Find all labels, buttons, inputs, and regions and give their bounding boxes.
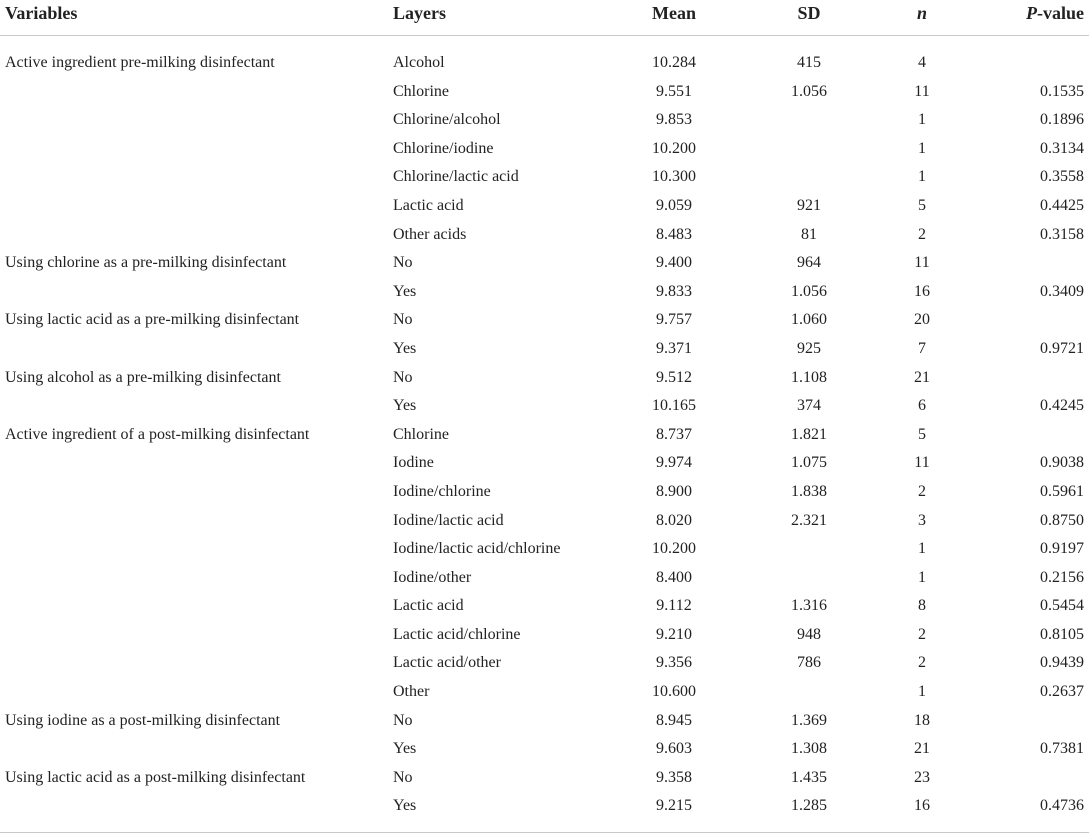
table-row: [0, 106, 1089, 135]
cell-p-value: 0.8105: [1040, 625, 1084, 643]
cell-sd: 786: [797, 654, 821, 672]
cell-layer: Yes: [393, 797, 417, 815]
cell-n: 6: [918, 397, 926, 415]
cell-mean: 9.210: [656, 625, 692, 643]
cell-sd: 1.308: [791, 740, 827, 758]
cell-p-value: 0.5454: [1040, 597, 1084, 615]
cell-p-value: 0.3409: [1040, 282, 1084, 300]
cell-layer: Chlorine/lactic acid: [393, 168, 519, 186]
table-row: [0, 792, 1089, 821]
cell-layer: Iodine/lactic acid: [393, 511, 504, 529]
cell-p-value: 0.9038: [1040, 454, 1084, 472]
cell-p-value: 0.4425: [1040, 196, 1084, 214]
cell-n: 4: [918, 54, 926, 71]
cell-n: 18: [914, 711, 930, 729]
cell-layer: Iodine: [393, 454, 434, 472]
cell-n: 2: [918, 625, 926, 643]
cell-layer: No: [393, 768, 413, 786]
cell-mean: 9.112: [656, 597, 692, 615]
cell-sd: 921: [797, 196, 821, 214]
cell-n: 2: [918, 654, 926, 672]
cell-layer: Chlorine: [393, 425, 449, 443]
cell-variable: Using lactic acid as a pre-milking disinfectant: [5, 311, 300, 329]
cell-p-value: 0.1896: [1040, 111, 1084, 129]
table-row: [0, 507, 1089, 536]
cell-layer: Lactic acid/other: [393, 654, 501, 672]
cell-layer: Lactic acid: [393, 196, 464, 214]
table-row: [0, 278, 1089, 307]
cell-n: 5: [918, 196, 926, 214]
cell-n: 2: [918, 225, 926, 243]
cell-layer: No: [393, 254, 413, 272]
cell-layer: Lactic acid/chlorine: [393, 625, 521, 643]
cell-p-value: 0.4736: [1040, 797, 1084, 815]
cell-n: 1: [918, 568, 926, 586]
cell-sd: 1.056: [791, 82, 827, 100]
table-row: [0, 564, 1089, 593]
table-row: [0, 449, 1089, 478]
cell-n: 20: [914, 311, 930, 329]
cell-layer: Iodine/chlorine: [393, 482, 491, 500]
cell-sd: 81: [801, 225, 817, 243]
cell-p-value: 0.9197: [1040, 540, 1084, 558]
table-row: [0, 78, 1089, 107]
cell-n: 16: [914, 282, 930, 300]
cell-mean: 9.974: [656, 454, 692, 472]
table-row: [0, 135, 1089, 164]
cell-mean: 9.356: [656, 654, 692, 672]
table-row: [0, 249, 1089, 278]
cell-mean: 8.483: [656, 225, 692, 243]
cell-mean: 9.059: [656, 196, 692, 214]
table-row: [0, 192, 1089, 221]
cell-mean: 9.833: [656, 282, 692, 300]
table-row: [0, 364, 1089, 393]
cell-mean: 10.200: [652, 139, 696, 157]
cell-mean: 9.551: [656, 82, 692, 100]
cell-sd: 1.369: [791, 711, 827, 729]
cell-mean: 9.603: [656, 740, 692, 758]
cell-layer: Iodine/lactic acid/chlorine: [393, 540, 561, 558]
table-row: [0, 421, 1089, 450]
cell-sd: 1.285: [791, 797, 827, 815]
cell-variable: Using lactic acid as a post-milking disinfectant: [5, 768, 306, 786]
header-n: n: [916, 3, 927, 23]
table-row: [0, 478, 1089, 507]
cell-layer: Chlorine/iodine: [393, 139, 494, 157]
cell-p-value: 0.9721: [1040, 339, 1084, 357]
cell-n: 23: [914, 768, 930, 786]
table-row: [0, 592, 1089, 621]
cell-mean: 8.400: [656, 568, 692, 586]
cell-layer: Yes: [393, 740, 417, 758]
cell-n: 16: [914, 797, 930, 815]
cell-mean: 9.358: [656, 768, 692, 786]
cell-n: 1: [918, 111, 926, 129]
cell-n: 1: [918, 540, 926, 558]
cell-sd: 415: [797, 54, 821, 71]
cell-mean: 8.737: [656, 425, 692, 443]
cell-p-value: 0.3158: [1040, 225, 1084, 243]
header-p-value-rest: -value: [1037, 3, 1084, 23]
header-p-value-italic: P: [1026, 3, 1037, 23]
cell-layer: Yes: [393, 282, 417, 300]
cell-mean: 10.300: [652, 168, 696, 186]
cell-n: 3: [918, 511, 926, 529]
cell-mean: 9.512: [656, 368, 692, 386]
cell-mean: 10.165: [652, 397, 696, 415]
cell-n: 11: [914, 454, 930, 472]
header-sd: SD: [797, 3, 821, 23]
cell-mean: 10.200: [652, 540, 696, 558]
cell-p-value: 0.3558: [1040, 168, 1084, 186]
cell-variable: Using iodine as a post-milking disinfectant: [5, 711, 281, 729]
cell-n: 11: [914, 82, 930, 100]
cell-layer: Yes: [393, 339, 417, 357]
cell-mean: 8.020: [656, 511, 692, 529]
cell-n: 1: [918, 168, 926, 186]
cell-n: 8: [918, 597, 926, 615]
cell-layer: Other: [393, 683, 430, 701]
cell-p-value: 0.7381: [1040, 740, 1084, 758]
cell-n: 5: [918, 425, 926, 443]
cell-variable: Active ingredient pre-milking disinfectant: [5, 54, 275, 71]
cell-mean: 8.900: [656, 482, 692, 500]
header-mean: Mean: [652, 3, 696, 23]
cell-mean: 10.284: [652, 54, 696, 71]
cell-sd: 964: [797, 254, 821, 272]
cell-p-value: 0.5961: [1040, 482, 1084, 500]
cell-mean: 9.371: [656, 339, 692, 357]
header-p-value: [974, 0, 1084, 26]
cell-layer: No: [393, 711, 413, 729]
cell-layer: No: [393, 368, 413, 386]
cell-variable: Active ingredient of a post-milking disinfectant: [5, 425, 310, 443]
table-row: [0, 335, 1089, 364]
cell-layer: Chlorine: [393, 82, 449, 100]
cell-mean: 9.757: [656, 311, 692, 329]
cell-layer: Yes: [393, 397, 417, 415]
cell-sd: 1.056: [791, 282, 827, 300]
cell-sd: 1.108: [791, 368, 827, 386]
cell-sd: 1.435: [791, 768, 827, 786]
cell-layer: No: [393, 311, 413, 329]
cell-variable: Using chlorine as a pre-milking disinfectant: [5, 254, 287, 272]
cell-mean: 10.600: [652, 683, 696, 701]
table-row: [0, 735, 1089, 764]
cell-p-value: 0.2637: [1040, 683, 1084, 701]
cell-layer: Chlorine/alcohol: [393, 111, 501, 129]
table-row: [0, 621, 1089, 650]
table-row: [0, 49, 1089, 78]
table-row: [0, 306, 1089, 335]
cell-p-value: 0.1535: [1040, 82, 1084, 100]
header-layers: Layers: [393, 3, 446, 23]
table-row: [0, 392, 1089, 421]
table-row: [0, 535, 1089, 564]
table-row: [0, 163, 1089, 192]
cell-n: 2: [918, 482, 926, 500]
cell-p-value: 0.9439: [1040, 654, 1084, 672]
table-header: [0, 0, 1089, 36]
cell-p-value: 0.2156: [1040, 568, 1084, 586]
cell-sd: 1.316: [791, 597, 827, 615]
table-row: [0, 707, 1089, 736]
cell-n: 1: [918, 139, 926, 157]
cell-sd: 1.838: [791, 482, 827, 500]
cell-layer: Iodine/other: [393, 568, 472, 586]
cell-sd: 1.060: [791, 311, 827, 329]
cell-n: 21: [914, 368, 930, 386]
cell-mean: 9.215: [656, 797, 692, 815]
header-variables: Variables: [5, 3, 78, 23]
cell-variable: Using alcohol as a pre-milking disinfectant: [5, 368, 281, 386]
table-row: [0, 764, 1089, 793]
cell-sd: 1.821: [791, 425, 827, 443]
table-body: [0, 36, 1089, 833]
cell-p-value: 0.4245: [1040, 397, 1084, 415]
cell-sd: 948: [797, 625, 821, 643]
cell-layer: Other acids: [393, 225, 467, 243]
cell-n: 11: [914, 254, 930, 272]
cell-p-value: 0.3134: [1040, 139, 1084, 157]
cell-n: 7: [918, 339, 926, 357]
cell-mean: 8.945: [656, 711, 692, 729]
table-row: [0, 649, 1089, 678]
cell-sd: 1.075: [791, 454, 827, 472]
cell-mean: 9.400: [656, 254, 692, 272]
table-row: [0, 678, 1089, 707]
cell-layer: Alcohol: [393, 54, 445, 71]
cell-layer: Lactic acid: [393, 597, 464, 615]
cell-p-value: 0.8750: [1040, 511, 1084, 529]
cell-sd: 2.321: [791, 511, 827, 529]
cell-n: 1: [918, 683, 926, 701]
cell-n: 21: [914, 740, 930, 758]
cell-sd: 374: [797, 397, 821, 415]
table-row: [0, 221, 1089, 250]
cell-sd: 925: [797, 339, 821, 357]
cell-mean: 9.853: [656, 111, 692, 129]
